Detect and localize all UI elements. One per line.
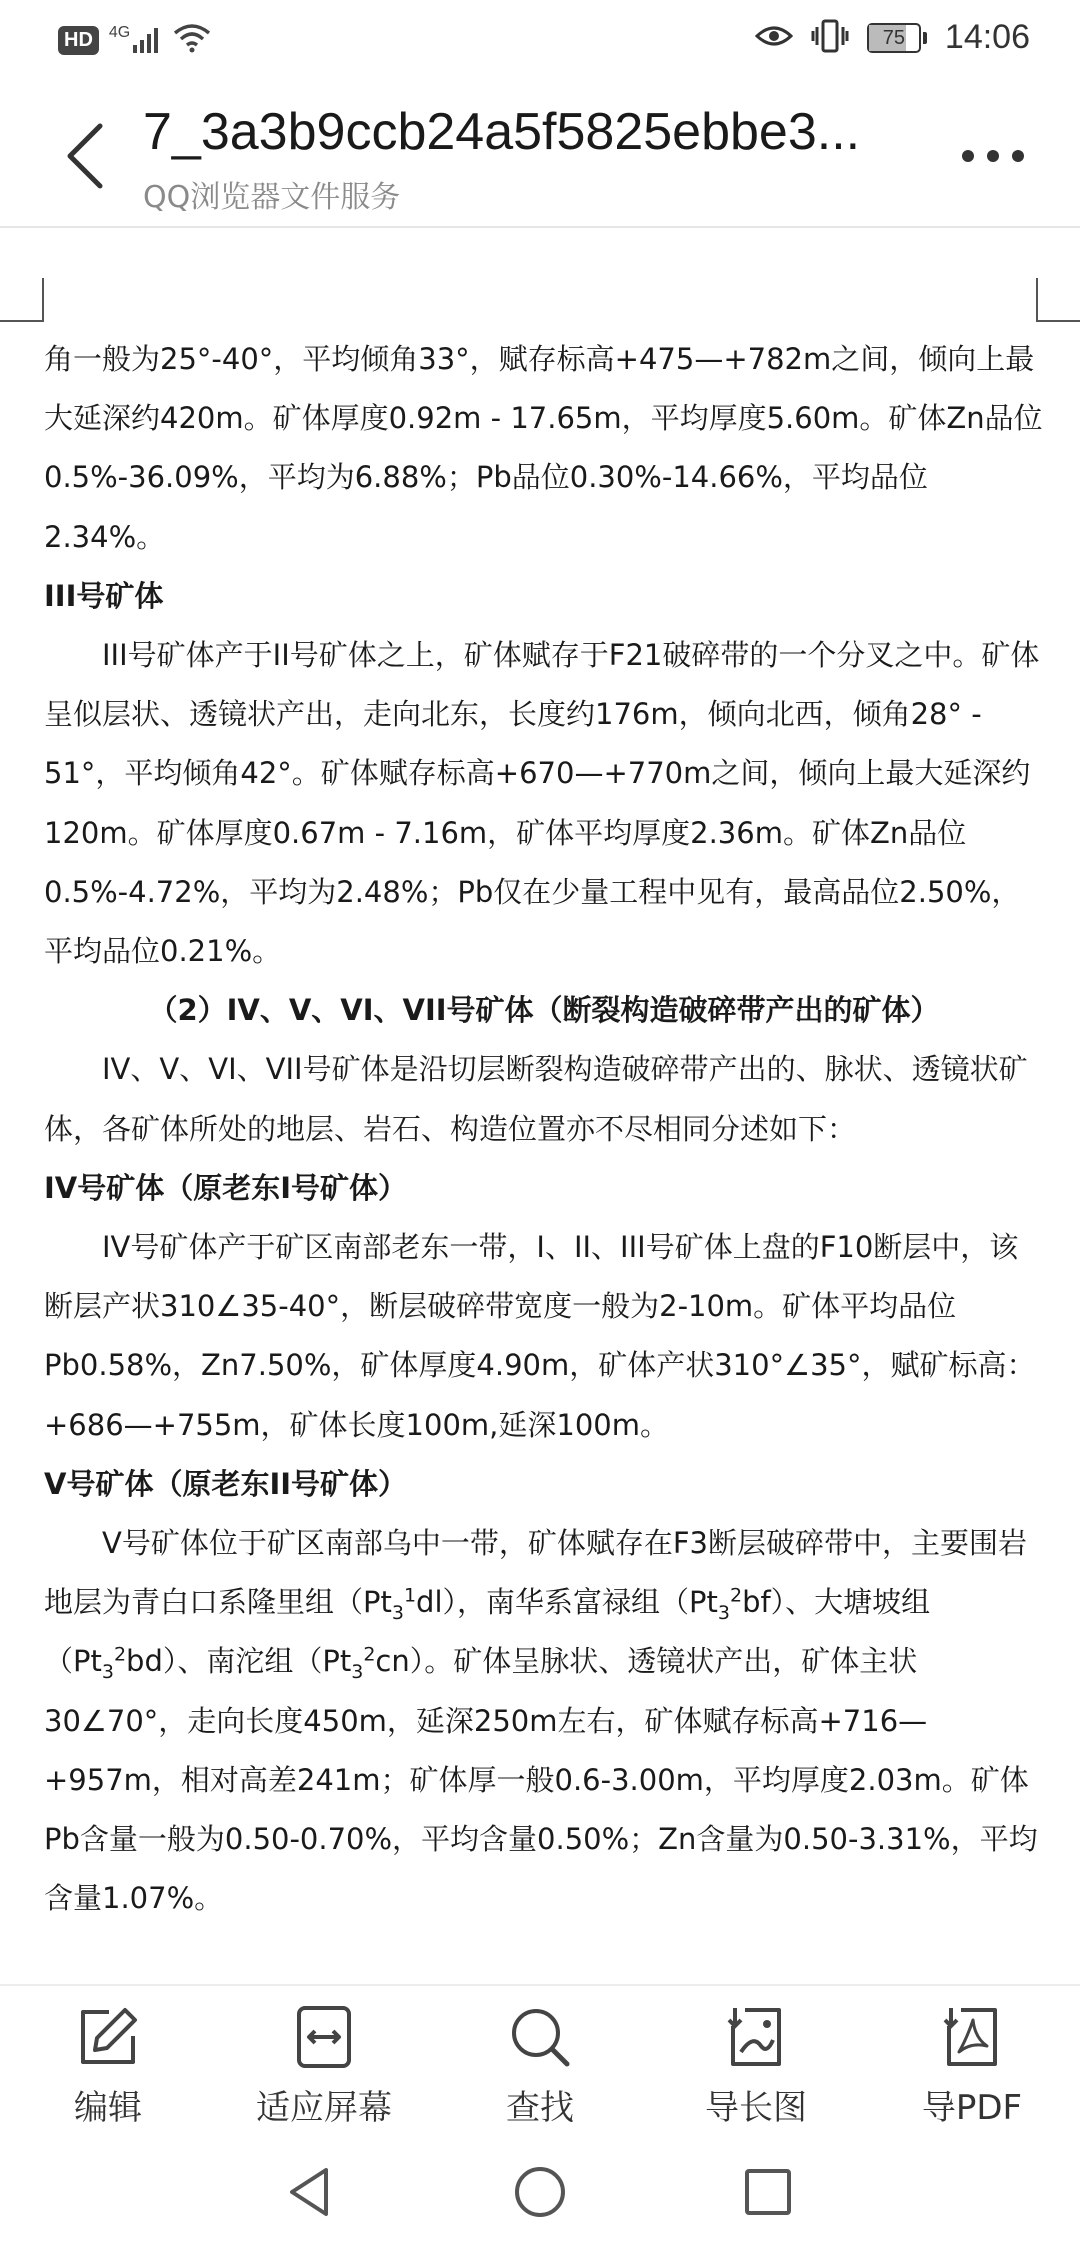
page-title: 7_3a3b9ccb24a5f5825ebbe3... — [143, 103, 861, 161]
heading-orebody-iv: IV号矿体（原老东I号矿体） — [44, 1170, 408, 1205]
edit-button[interactable] — [18, 1986, 198, 2134]
nav-home-button[interactable] — [512, 2164, 568, 2220]
page-subtitle: QQ浏览器文件服务 — [143, 180, 401, 215]
export-image-icon — [721, 2002, 791, 2072]
bottom-toolbar — [0, 1984, 1080, 2134]
export-pdf-label: 导PDF — [921, 2088, 1023, 2128]
fit-screen-label: 适应屏幕 — [256, 2088, 392, 2128]
page-corner-mark-left — [0, 278, 44, 322]
edit-label: 编辑 — [74, 2088, 142, 2128]
status-left — [58, 22, 212, 58]
document-viewer[interactable] — [0, 228, 1080, 1984]
vibrate-icon — [811, 19, 849, 57]
wifi-icon — [172, 22, 212, 58]
nav-back-button[interactable] — [282, 2164, 338, 2220]
battery-level: 75 — [882, 26, 906, 49]
search-icon — [505, 2002, 575, 2072]
app-header — [0, 80, 1080, 228]
status-bar — [0, 0, 1080, 80]
nav-recents-button[interactable] — [740, 2164, 796, 2220]
battery-icon — [867, 23, 927, 53]
document-text — [44, 330, 1044, 1928]
paragraph: 角一般为25°-40°，平均倾角33°，赋存标高+475—+782m之间，倾向上最大延深约420m。矿体厚度0.92m - 17.65m，平均厚度5.60m。矿体Zn品位0.5%-36.09%，平均为6.88%；Pb品位0.30%-14.66%，平均品位2.34%。 — [44, 342, 1043, 554]
fit-screen-button[interactable] — [234, 1986, 414, 2134]
export-pdf-icon — [937, 2002, 1007, 2072]
export-pdf-button[interactable] — [882, 1986, 1062, 2134]
chevron-left-icon — [58, 116, 118, 196]
clock: 14:06 — [944, 18, 1030, 56]
recents-square-icon — [740, 2164, 796, 2220]
paragraph: V号矿体位于矿区南部乌中一带，矿体赋存在F3断层破碎带中，主要围岩地层为青白口系隆里组$(Pt_3^1dl)$，南华系富禄组$(Pt_3^2bf)$、大塘坡组$(Pt_3^2bd)$、南沱组$(Pt_3^2cn)$。矿体呈脉状、透镜状产出，矿体主状30∠70°，走向长度450m，延深250m左右，矿体赋存标高+716—+957m，相对高差241m；矿体厚一般0.6-3.00m，平均厚度2.03m。矿体Pb含量一般为0.50-0.70%，平均含量0.50%；Zn含量为0.50-3.31%，平均含量1.07%。 — [44, 1526, 1038, 1916]
more-dots-icon — [962, 150, 974, 162]
fit-screen-icon — [289, 2002, 359, 2072]
section-heading: （2）IV、V、VI、VII号矿体（断裂构造破碎带产出的矿体） — [148, 993, 940, 1028]
search-button[interactable] — [450, 1986, 630, 2134]
home-circle-icon — [512, 2164, 568, 2220]
export-image-button[interactable] — [666, 1986, 846, 2134]
paragraph: III号矿体产于II号矿体之上，矿体赋存于F21破碎带的一个分叉之中。矿体呈似层状、透镜状产出，走向北东，长度约176m，倾向北西，倾角28° - 51°，平均倾角42°。矿体赋存标高+670—+770m之间，倾向上最大延深约120m。矿体厚度0.67m - 7.16m，矿体平均厚度2.36m。矿体Zn品位0.5%-4.72%，平均为2.48%；Pb仅在少量工程中见有，最高品位2.50%，平均品位0.21%。 — [44, 638, 1040, 969]
system-nav-bar — [0, 2140, 1080, 2244]
eye-icon — [755, 22, 793, 54]
heading-orebody-v: V号矿体（原老东II号矿体） — [44, 1466, 408, 1501]
paragraph: IV号矿体产于矿区南部老东一带，I、II、III号矿体上盘的F10断层中，该断层产状310∠35-40°，断层破碎带宽度一般为2-10m。矿体平均品位Pb0.58%，Zn7.50%，矿体厚度4.90m，矿体产状310°∠35°，赋矿标高：+686—+755m，矿体长度100m,延深100m。 — [44, 1230, 1036, 1442]
search-label: 查找 — [506, 2088, 574, 2128]
back-triangle-icon — [282, 2164, 338, 2220]
page-corner-mark-right — [1036, 278, 1080, 322]
network-label: 4G — [108, 24, 131, 41]
edit-icon — [73, 2002, 143, 2072]
export-image-label: 导长图 — [705, 2088, 807, 2128]
heading-orebody-iii: III号矿体 — [44, 578, 164, 613]
hd-badge: HD — [58, 26, 99, 55]
status-right — [755, 18, 1030, 57]
back-button[interactable] — [58, 116, 118, 196]
more-button[interactable] — [962, 146, 1024, 166]
signal-icon — [109, 25, 162, 55]
paragraph: IV、V、VI、VII号矿体是沿切层断裂构造破碎带产出的、脉状、透镜状矿体，各矿体所处的地层、岩石、构造位置亦不尽相同分述如下： — [44, 1052, 1028, 1146]
